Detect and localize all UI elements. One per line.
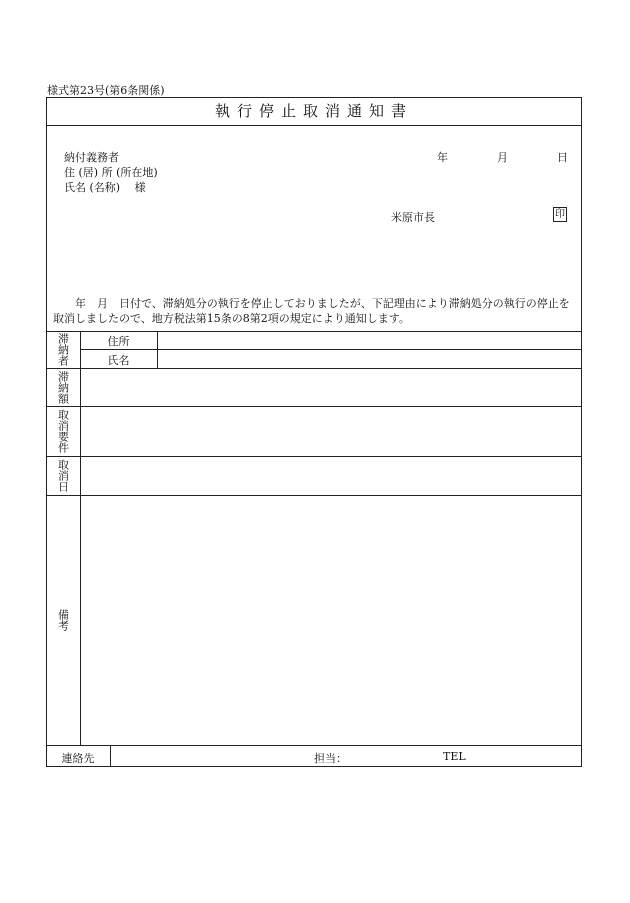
subfield-divider-line [157, 331, 158, 368]
day-label: 日 [557, 151, 568, 164]
address-label: 住 (居) 所 (所在地) [64, 166, 158, 179]
month-label: 月 [497, 151, 508, 164]
name-field-label: 氏名 [107, 354, 130, 367]
remarks-top-line [46, 495, 582, 496]
tel-label: TEL [443, 750, 466, 763]
delinquent-label: 滞納者 [56, 333, 70, 366]
form-number: 様式第23号(第6条関係) [47, 84, 165, 97]
year-label: 年 [437, 151, 448, 164]
footer-divider-line [110, 745, 111, 767]
name-label: 氏名 (名称) 様 [64, 181, 146, 194]
seal-mark: 印 [555, 209, 565, 220]
cancel-date-label: 取消日 [56, 459, 70, 492]
person-in-charge-label: 担当： [314, 752, 347, 765]
document-title: 執行停止取消通知書 [46, 97, 582, 126]
contact-label: 連絡先 [61, 752, 95, 765]
amount-label: 滞納額 [56, 370, 70, 404]
requirement-top-line [46, 406, 582, 407]
label-column-line [80, 331, 81, 745]
form-frame [46, 97, 582, 767]
requirement-label: 取消要件 [56, 409, 70, 453]
issuer-name: 米原市長 [391, 211, 435, 224]
address-field-label: 住所 [107, 335, 130, 348]
date-top-line [46, 456, 582, 457]
amount-top-line [46, 368, 582, 369]
delinquent-mid-line [80, 349, 582, 350]
payer-label: 納付義務者 [64, 151, 119, 164]
notice-text: 年 月 日付で、滞納処分の執行を停止しておりましたが、下記理由により滞納処分の執行の停止を取消しましたので、地方税法第15条の8第2項の規定により通知します。 [53, 297, 570, 325]
footer-top-line [46, 745, 582, 746]
remarks-label: 備考 [56, 609, 70, 631]
table-top-line [46, 331, 582, 332]
